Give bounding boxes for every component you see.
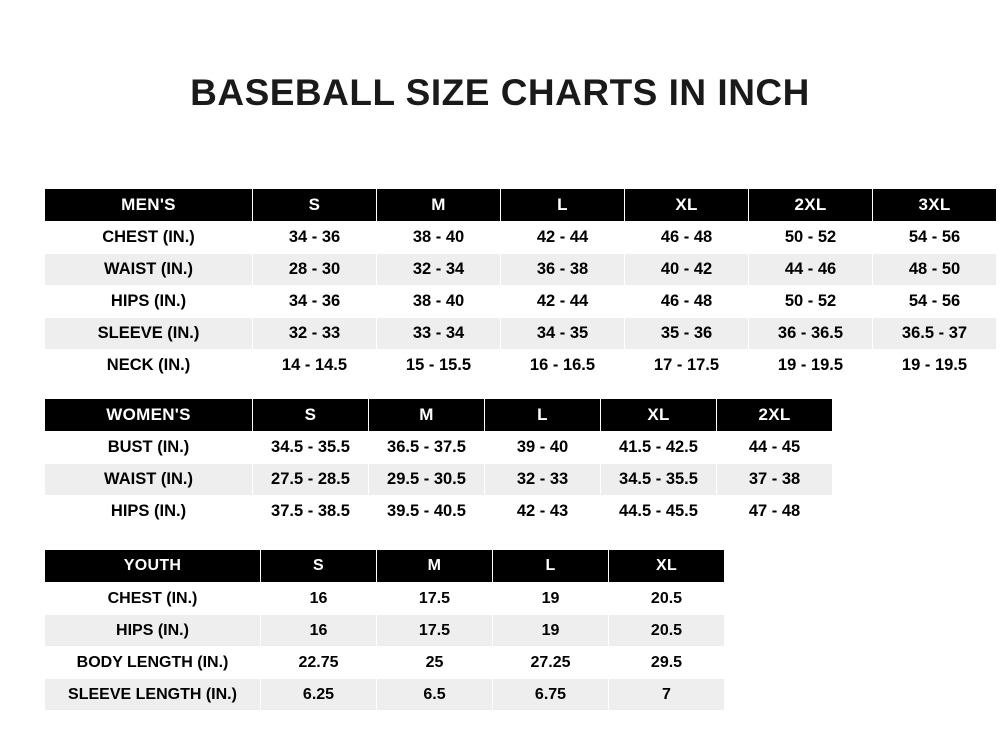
table-cell: 44 - 45 (717, 432, 833, 464)
table-row (45, 286, 997, 318)
table-cell: 22.75 (261, 647, 377, 679)
table-cell: 44.5 - 45.5 (601, 496, 717, 528)
table-cell: 47 - 48 (717, 496, 833, 528)
table-cell: 19 (493, 615, 609, 647)
row-label: HIPS (IN.) (45, 615, 261, 647)
table-row (45, 679, 725, 711)
table-cell: 29.5 (609, 647, 725, 679)
table-cell: 39 - 40 (485, 432, 601, 464)
column-header: M (377, 550, 493, 583)
table-cell: 6.5 (377, 679, 493, 711)
table-header-row (45, 550, 725, 583)
table-cell: 54 - 56 (873, 286, 997, 318)
table-cell: 34.5 - 35.5 (253, 432, 369, 464)
row-label: CHEST (IN.) (45, 583, 261, 615)
mens-size-table (44, 188, 997, 382)
table-cell: 54 - 56 (873, 222, 997, 254)
table-cell: 34 - 36 (253, 222, 377, 254)
table-cell: 20.5 (609, 615, 725, 647)
table-cell: 36 - 38 (501, 254, 625, 286)
row-label: WAIST (IN.) (45, 464, 253, 496)
column-header: S (253, 399, 369, 432)
table-cell: 34 - 36 (253, 286, 377, 318)
column-header: S (261, 550, 377, 583)
table-cell: 42 - 44 (501, 222, 625, 254)
table-row (45, 464, 833, 496)
table-cell: 32 - 33 (485, 464, 601, 496)
table-cell: 32 - 33 (253, 318, 377, 350)
table-cell: 25 (377, 647, 493, 679)
column-header: XL (601, 399, 717, 432)
table-cell: 33 - 34 (377, 318, 501, 350)
table-cell: 16 (261, 583, 377, 615)
table-cell: 34 - 35 (501, 318, 625, 350)
column-header: L (501, 189, 625, 222)
youth-size-table (44, 549, 725, 711)
column-header: WOMEN'S (45, 399, 253, 432)
column-header: L (485, 399, 601, 432)
table-cell: 29.5 - 30.5 (369, 464, 485, 496)
table-row (45, 432, 833, 464)
table-row (45, 318, 997, 350)
table-cell: 32 - 34 (377, 254, 501, 286)
table-row (45, 254, 997, 286)
row-label: BUST (IN.) (45, 432, 253, 464)
table-cell: 27.5 - 28.5 (253, 464, 369, 496)
table-cell: 39.5 - 40.5 (369, 496, 485, 528)
table-cell: 37 - 38 (717, 464, 833, 496)
row-label: HIPS (IN.) (45, 496, 253, 528)
table-cell: 28 - 30 (253, 254, 377, 286)
table-cell: 15 - 15.5 (377, 350, 501, 382)
column-header: YOUTH (45, 550, 261, 583)
womens-size-table (44, 398, 833, 528)
table-cell: 6.75 (493, 679, 609, 711)
column-header: 2XL (717, 399, 833, 432)
table-cell: 6.25 (261, 679, 377, 711)
table-cell: 36.5 - 37.5 (369, 432, 485, 464)
column-header: M (369, 399, 485, 432)
table-row (45, 615, 725, 647)
table-cell: 35 - 36 (625, 318, 749, 350)
table-cell: 19 (493, 583, 609, 615)
table-cell: 40 - 42 (625, 254, 749, 286)
table-cell: 16 (261, 615, 377, 647)
table-cell: 37.5 - 38.5 (253, 496, 369, 528)
table-cell: 48 - 50 (873, 254, 997, 286)
column-header: 3XL (873, 189, 997, 222)
table-cell: 16 - 16.5 (501, 350, 625, 382)
table-cell: 38 - 40 (377, 222, 501, 254)
row-label: SLEEVE LENGTH (IN.) (45, 679, 261, 711)
row-label: SLEEVE (IN.) (45, 318, 253, 350)
table-cell: 36.5 - 37 (873, 318, 997, 350)
table-cell: 27.25 (493, 647, 609, 679)
column-header: M (377, 189, 501, 222)
column-header: 2XL (749, 189, 873, 222)
table-cell: 19 - 19.5 (749, 350, 873, 382)
column-header: XL (609, 550, 725, 583)
table-cell: 20.5 (609, 583, 725, 615)
table-cell: 46 - 48 (625, 222, 749, 254)
table-row (45, 350, 997, 382)
column-header: S (253, 189, 377, 222)
page-title: BASEBALL SIZE CHARTS IN INCH (190, 72, 810, 113)
table-cell: 42 - 44 (501, 286, 625, 318)
row-label: WAIST (IN.) (45, 254, 253, 286)
table-cell: 36 - 36.5 (749, 318, 873, 350)
table-cell: 17.5 (377, 615, 493, 647)
table-cell: 14 - 14.5 (253, 350, 377, 382)
table-cell: 19 - 19.5 (873, 350, 997, 382)
table-cell: 17.5 (377, 583, 493, 615)
table-row (45, 222, 997, 254)
table-cell: 46 - 48 (625, 286, 749, 318)
table-header-row (45, 399, 833, 432)
table-cell: 41.5 - 42.5 (601, 432, 717, 464)
table-row (45, 583, 725, 615)
column-header: L (493, 550, 609, 583)
table-cell: 34.5 - 35.5 (601, 464, 717, 496)
table-row (45, 647, 725, 679)
table-cell: 42 - 43 (485, 496, 601, 528)
table-header-row (45, 189, 997, 222)
table-cell: 7 (609, 679, 725, 711)
row-label: BODY LENGTH (IN.) (45, 647, 261, 679)
table-cell: 44 - 46 (749, 254, 873, 286)
row-label: HIPS (IN.) (45, 286, 253, 318)
table-cell: 17 - 17.5 (625, 350, 749, 382)
column-header: XL (625, 189, 749, 222)
column-header: MEN'S (45, 189, 253, 222)
row-label: NECK (IN.) (45, 350, 253, 382)
row-label: CHEST (IN.) (45, 222, 253, 254)
table-row (45, 496, 833, 528)
table-cell: 50 - 52 (749, 286, 873, 318)
table-cell: 38 - 40 (377, 286, 501, 318)
table-cell: 50 - 52 (749, 222, 873, 254)
